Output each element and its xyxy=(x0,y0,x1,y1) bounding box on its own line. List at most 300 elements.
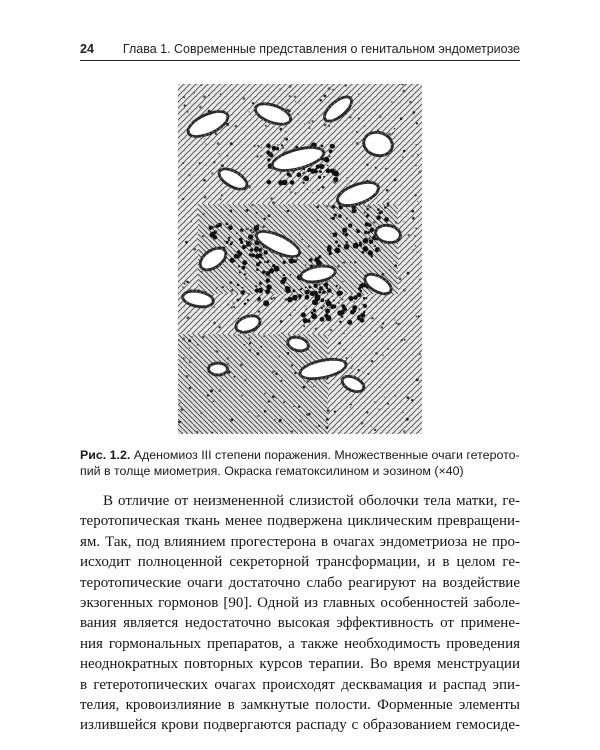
cell-nucleus xyxy=(310,354,311,355)
running-header xyxy=(80,40,520,61)
cell-nucleus xyxy=(246,209,249,212)
cell-nucleus xyxy=(272,201,275,204)
cell-nucleus xyxy=(327,299,329,301)
cell-nucleus xyxy=(260,346,262,348)
body-line: в гетеротопических очагах происходят десквамация и распад эпи- xyxy=(80,676,520,693)
cell-nucleus xyxy=(335,241,338,244)
cell-nucleus xyxy=(301,195,302,196)
cell-nucleus xyxy=(203,96,206,99)
cell-nucleus xyxy=(197,344,199,346)
body-line: неоднократных повторных курсов терапии. Во время менструации xyxy=(80,656,520,673)
cell-nucleus xyxy=(207,394,209,396)
cell-nucleus xyxy=(296,259,298,261)
body-line: телия, кровоизлияние в замкнутые полости. Форменные элементы xyxy=(80,696,520,713)
cell-nucleus xyxy=(220,199,222,201)
cell-nucleus xyxy=(329,307,330,308)
cell-nucleus xyxy=(379,409,380,410)
cell-nucleus xyxy=(349,296,354,301)
cell-nucleus xyxy=(287,210,290,213)
cell-nucleus xyxy=(394,128,395,129)
cell-nucleus xyxy=(378,171,379,172)
cell-nucleus xyxy=(381,211,382,212)
cell-nucleus xyxy=(226,241,229,244)
cell-nucleus xyxy=(324,157,330,163)
cell-nucleus xyxy=(265,250,268,253)
cell-nucleus xyxy=(211,172,213,174)
cell-nucleus xyxy=(244,379,246,381)
cell-nucleus xyxy=(345,233,348,236)
cell-nucleus xyxy=(266,143,271,148)
cell-nucleus xyxy=(267,180,272,185)
cell-nucleus xyxy=(266,284,272,290)
cell-nucleus xyxy=(217,142,220,145)
cell-nucleus xyxy=(350,404,352,406)
cell-nucleus xyxy=(299,233,300,234)
cell-nucleus xyxy=(334,411,336,413)
cell-nucleus xyxy=(204,99,205,100)
cell-nucleus xyxy=(316,426,317,427)
cell-nucleus xyxy=(258,297,261,300)
cell-nucleus xyxy=(303,386,306,389)
cell-nucleus xyxy=(323,176,325,178)
cell-nucleus xyxy=(266,151,270,155)
cell-nucleus xyxy=(217,223,218,224)
cell-nucleus xyxy=(257,156,259,158)
cell-nucleus xyxy=(263,300,269,306)
cell-nucleus xyxy=(179,403,180,404)
cell-nucleus xyxy=(374,110,375,111)
cell-nucleus xyxy=(213,421,214,422)
body-line: исходит полноценной секреторной трансформации, и в целом ге- xyxy=(80,554,520,571)
cell-nucleus xyxy=(242,287,244,289)
cell-nucleus xyxy=(394,310,395,311)
cell-nucleus xyxy=(333,300,335,302)
cell-nucleus xyxy=(326,418,329,421)
cell-nucleus xyxy=(255,285,257,287)
cell-nucleus xyxy=(359,102,360,103)
cell-nucleus xyxy=(307,380,309,382)
body-line: ния гормональных препаратов, а также необходимость проведения xyxy=(80,635,520,652)
cell-nucleus xyxy=(312,299,318,305)
cell-nucleus xyxy=(418,315,420,317)
cell-nucleus xyxy=(284,298,285,299)
cell-nucleus xyxy=(264,410,267,413)
cell-nucleus xyxy=(193,92,195,94)
cell-nucleus xyxy=(219,153,220,154)
cell-nucleus xyxy=(216,351,219,354)
cell-nucleus xyxy=(327,247,332,252)
cell-nucleus xyxy=(319,170,322,173)
cell-nucleus xyxy=(384,397,385,398)
cell-nucleus xyxy=(375,167,377,169)
cell-nucleus xyxy=(258,311,260,313)
cell-nucleus xyxy=(216,224,220,228)
caption-label: Рис. 1.2. xyxy=(80,448,131,462)
cell-nucleus xyxy=(400,117,403,120)
cell-nucleus xyxy=(407,272,410,275)
cell-nucleus xyxy=(222,311,223,312)
cell-nucleus xyxy=(197,378,198,379)
cell-nucleus xyxy=(344,244,350,250)
cell-nucleus xyxy=(227,303,229,305)
cell-nucleus xyxy=(416,251,417,252)
cell-nucleus xyxy=(386,189,389,192)
cell-nucleus xyxy=(416,316,418,318)
cell-nucleus xyxy=(299,103,300,104)
cell-nucleus xyxy=(230,419,233,422)
cell-nucleus xyxy=(383,317,384,318)
cell-nucleus xyxy=(371,297,373,299)
cell-nucleus xyxy=(311,120,313,122)
cell-nucleus xyxy=(316,168,318,170)
cell-nucleus xyxy=(363,311,365,313)
cell-nucleus xyxy=(254,145,256,147)
cell-nucleus xyxy=(324,283,329,288)
cell-nucleus xyxy=(377,321,379,323)
cell-nucleus xyxy=(187,281,189,283)
cell-nucleus xyxy=(395,395,397,397)
cell-nucleus xyxy=(184,104,186,106)
body-paragraph xyxy=(80,491,520,736)
cell-nucleus xyxy=(358,118,360,120)
cell-nucleus xyxy=(212,226,214,228)
cell-nucleus xyxy=(320,317,325,322)
cell-nucleus xyxy=(377,129,379,131)
cell-nucleus xyxy=(345,241,348,244)
cell-nucleus xyxy=(221,164,224,167)
cell-nucleus xyxy=(268,275,271,278)
cell-nucleus xyxy=(371,255,373,257)
cell-nucleus xyxy=(237,299,240,302)
cell-nucleus xyxy=(273,147,275,149)
cell-nucleus xyxy=(233,306,235,308)
cell-nucleus xyxy=(244,273,246,275)
cell-nucleus xyxy=(379,387,380,388)
cell-nucleus xyxy=(186,316,189,319)
cell-nucleus xyxy=(201,412,203,414)
cell-nucleus xyxy=(220,94,222,96)
cell-nucleus xyxy=(283,260,284,261)
cell-nucleus xyxy=(266,278,270,282)
cell-nucleus xyxy=(249,337,251,339)
cell-nucleus xyxy=(339,287,341,289)
cell-nucleus xyxy=(263,335,265,337)
cell-nucleus xyxy=(303,178,305,180)
cell-nucleus xyxy=(364,125,365,126)
cell-nucleus xyxy=(255,230,257,232)
cell-nucleus xyxy=(351,357,352,358)
cell-nucleus xyxy=(321,145,324,148)
cell-nucleus xyxy=(270,152,272,154)
cell-nucleus xyxy=(397,323,400,326)
cell-nucleus xyxy=(241,395,242,396)
cell-nucleus xyxy=(291,430,293,432)
cell-nucleus xyxy=(189,348,190,349)
cell-nucleus xyxy=(317,219,319,221)
cell-nucleus xyxy=(283,261,286,264)
cell-nucleus xyxy=(349,116,352,119)
cell-nucleus xyxy=(415,194,417,196)
cell-nucleus xyxy=(326,168,331,173)
cell-nucleus xyxy=(292,295,298,301)
cell-nucleus xyxy=(245,277,247,279)
cell-nucleus xyxy=(229,418,230,419)
cell-nucleus xyxy=(272,395,275,398)
cell-nucleus xyxy=(290,180,295,185)
cell-nucleus xyxy=(396,323,398,325)
cell-nucleus xyxy=(382,355,384,357)
cell-nucleus xyxy=(332,217,335,220)
cell-nucleus xyxy=(329,155,331,157)
cell-nucleus xyxy=(334,248,340,254)
cell-nucleus xyxy=(203,179,206,182)
cell-nucleus xyxy=(364,212,366,214)
cell-nucleus xyxy=(257,145,259,147)
cell-nucleus xyxy=(365,297,367,299)
cell-nucleus xyxy=(411,210,414,213)
cell-nucleus xyxy=(321,298,325,302)
cell-nucleus xyxy=(307,189,308,190)
cell-nucleus xyxy=(321,307,323,309)
cell-nucleus xyxy=(323,305,325,307)
cell-nucleus xyxy=(237,284,240,287)
cell-nucleus xyxy=(199,106,202,109)
cell-nucleus xyxy=(210,389,213,392)
cell-nucleus xyxy=(283,401,285,403)
cell-nucleus xyxy=(360,335,361,336)
cell-nucleus xyxy=(375,352,378,355)
cell-nucleus xyxy=(400,160,401,161)
body-line: теротопическая ткань менее подвержена циклическим превращени- xyxy=(80,513,520,530)
body-line: ям. Так, под влиянием прогестерона в очагах эндометриоза не про- xyxy=(80,533,520,550)
cell-nucleus xyxy=(297,113,299,115)
cell-nucleus xyxy=(191,221,192,222)
cell-nucleus xyxy=(312,192,313,193)
cell-nucleus xyxy=(341,315,344,318)
cell-nucleus xyxy=(411,399,413,401)
cell-nucleus xyxy=(305,290,309,294)
cell-nucleus xyxy=(346,357,348,359)
cell-nucleus xyxy=(384,410,386,412)
cell-nucleus xyxy=(347,407,348,408)
cell-nucleus xyxy=(267,261,268,262)
cell-nucleus xyxy=(357,293,362,298)
cell-nucleus xyxy=(337,265,340,268)
cell-nucleus xyxy=(338,342,341,345)
cell-nucleus xyxy=(408,234,410,236)
cell-nucleus xyxy=(355,270,357,272)
cell-nucleus xyxy=(305,264,306,265)
cell-nucleus xyxy=(352,365,353,366)
cell-nucleus xyxy=(271,155,273,157)
gland-lumen xyxy=(207,362,229,377)
cell-nucleus xyxy=(239,298,241,300)
cell-nucleus xyxy=(359,243,363,247)
cell-nucleus xyxy=(334,214,337,217)
cell-nucleus xyxy=(328,87,331,90)
cell-nucleus xyxy=(248,293,250,295)
cell-nucleus xyxy=(387,348,389,350)
body-line: вания является недостаточно высокая эффективность от примене- xyxy=(80,615,520,632)
page-number: 24 xyxy=(80,42,94,56)
cell-nucleus xyxy=(201,271,203,273)
cell-nucleus xyxy=(382,322,384,324)
cell-nucleus xyxy=(288,424,290,426)
cell-nucleus xyxy=(360,316,362,318)
cell-nucleus xyxy=(326,281,328,283)
cell-nucleus xyxy=(197,353,198,354)
cell-nucleus xyxy=(402,156,403,157)
cell-nucleus xyxy=(395,222,397,224)
cell-nucleus xyxy=(377,208,380,211)
cell-nucleus xyxy=(349,321,350,322)
cell-nucleus xyxy=(358,308,360,310)
cell-nucleus xyxy=(341,311,345,315)
cell-nucleus xyxy=(213,161,215,163)
cell-nucleus xyxy=(181,408,184,411)
cell-nucleus xyxy=(252,102,254,104)
cell-nucleus xyxy=(242,260,247,265)
cell-nucleus xyxy=(231,241,233,243)
cell-nucleus xyxy=(342,299,344,301)
cell-nucleus xyxy=(342,232,344,234)
cell-nucleus xyxy=(353,295,358,300)
cell-nucleus xyxy=(231,289,233,291)
cell-nucleus xyxy=(256,212,258,214)
cell-nucleus xyxy=(233,260,235,262)
cell-nucleus xyxy=(301,239,303,241)
cell-nucleus xyxy=(327,288,332,293)
cell-nucleus xyxy=(268,400,270,402)
cell-nucleus xyxy=(356,131,358,133)
cell-nucleus xyxy=(339,297,341,299)
running-title: Глава 1. Современные представления о генитальном эндометриозе xyxy=(122,42,520,56)
cell-nucleus xyxy=(364,231,368,235)
histology-micrograph xyxy=(178,84,422,434)
cell-nucleus xyxy=(251,239,253,241)
cell-nucleus xyxy=(209,320,210,321)
cell-nucleus xyxy=(216,287,218,289)
cell-nucleus xyxy=(413,249,414,250)
cell-nucleus xyxy=(222,286,224,288)
cell-nucleus xyxy=(291,364,293,366)
cell-nucleus xyxy=(264,393,266,395)
cell-nucleus xyxy=(182,286,184,288)
cell-nucleus xyxy=(301,312,306,317)
cell-nucleus xyxy=(399,278,402,281)
cell-nucleus xyxy=(257,352,260,355)
cell-nucleus xyxy=(415,227,417,229)
cell-nucleus xyxy=(221,194,223,196)
cell-nucleus xyxy=(290,191,292,193)
cell-nucleus xyxy=(326,426,329,429)
cell-nucleus xyxy=(318,189,320,191)
cell-nucleus xyxy=(202,235,204,237)
cell-nucleus xyxy=(414,115,415,116)
cell-nucleus xyxy=(248,411,249,412)
cell-nucleus xyxy=(280,128,283,131)
cell-nucleus xyxy=(325,300,327,302)
cell-nucleus xyxy=(312,228,313,229)
cell-nucleus xyxy=(350,407,351,408)
cell-nucleus xyxy=(299,100,301,102)
cell-nucleus xyxy=(401,339,403,341)
cell-nucleus xyxy=(188,339,191,342)
cell-nucleus xyxy=(272,371,274,373)
cell-nucleus xyxy=(364,239,366,241)
cell-nucleus xyxy=(281,380,283,382)
cell-nucleus xyxy=(371,317,373,319)
cell-nucleus xyxy=(227,148,228,149)
cell-nucleus xyxy=(418,365,419,366)
cell-nucleus xyxy=(239,271,241,273)
cell-nucleus xyxy=(361,251,364,254)
cell-nucleus xyxy=(288,110,291,113)
cell-nucleus xyxy=(322,291,325,294)
cell-nucleus xyxy=(371,427,372,428)
cell-nucleus xyxy=(348,223,352,227)
cell-nucleus xyxy=(338,244,341,247)
cell-nucleus xyxy=(290,314,292,316)
cell-nucleus xyxy=(254,246,259,251)
cell-nucleus xyxy=(403,90,406,93)
cell-nucleus xyxy=(409,369,410,370)
cell-nucleus xyxy=(189,387,191,389)
cell-nucleus xyxy=(415,164,417,166)
body-line: теротопические очаги достаточно слабо реагируют на воздействие xyxy=(80,574,520,591)
cell-nucleus xyxy=(318,425,320,427)
cell-nucleus xyxy=(337,158,338,159)
cell-nucleus xyxy=(384,217,389,222)
cell-nucleus xyxy=(201,85,202,86)
cell-nucleus xyxy=(414,235,416,237)
cell-nucleus xyxy=(202,336,205,339)
cell-nucleus xyxy=(372,353,373,354)
cell-nucleus xyxy=(275,397,277,399)
cell-nucleus xyxy=(275,350,276,351)
cell-nucleus xyxy=(292,289,295,292)
cell-nucleus xyxy=(256,268,259,271)
cell-nucleus xyxy=(242,245,246,249)
cell-nucleus xyxy=(379,115,382,118)
cell-nucleus xyxy=(332,205,336,209)
cell-nucleus xyxy=(285,131,287,133)
cell-nucleus xyxy=(259,261,262,264)
cell-nucleus xyxy=(235,125,238,128)
cell-nucleus xyxy=(246,245,248,247)
cell-nucleus xyxy=(215,133,217,135)
cell-nucleus xyxy=(359,284,364,289)
cell-nucleus xyxy=(263,226,265,228)
cell-nucleus xyxy=(250,114,251,115)
cell-nucleus xyxy=(416,379,417,380)
cell-nucleus xyxy=(406,418,409,421)
cell-nucleus xyxy=(352,208,357,213)
cell-nucleus xyxy=(299,298,301,300)
cell-nucleus xyxy=(251,254,255,258)
cell-nucleus xyxy=(189,361,191,363)
cell-nucleus xyxy=(347,399,348,400)
cell-nucleus xyxy=(330,233,331,234)
cell-nucleus xyxy=(346,218,348,220)
cell-nucleus xyxy=(326,301,332,307)
cell-nucleus xyxy=(293,405,295,407)
cell-nucleus xyxy=(318,176,321,179)
cell-nucleus xyxy=(412,155,414,157)
cell-nucleus xyxy=(250,229,252,231)
cell-nucleus xyxy=(244,344,245,345)
cell-nucleus xyxy=(241,266,245,270)
